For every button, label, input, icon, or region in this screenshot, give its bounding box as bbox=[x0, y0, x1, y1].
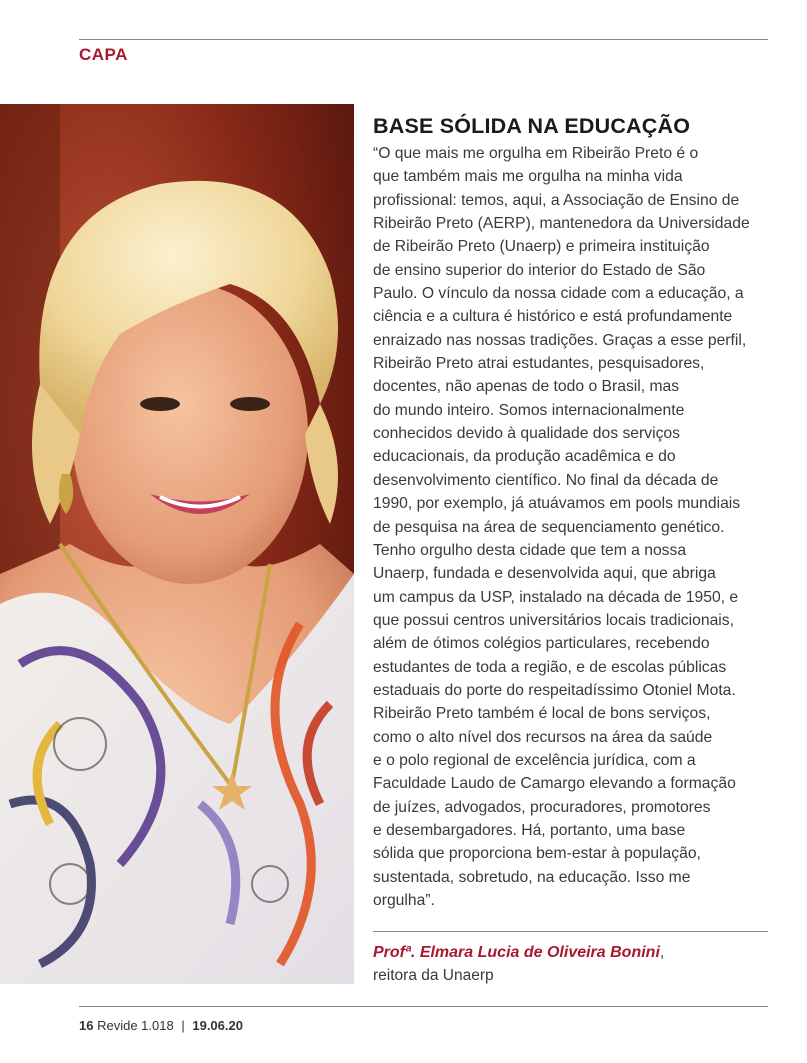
page-footer bbox=[79, 1018, 243, 1033]
body-line: profissional: temos, aqui, a Associação de Ensino de bbox=[373, 191, 740, 209]
body-line: Faculdade Laudo de Camargo elevando a formação bbox=[373, 775, 736, 793]
body-line: que também mais me orgulha na minha vida bbox=[373, 168, 683, 186]
body-line: Unaerp, fundada e desenvolvida aqui, que abriga bbox=[373, 565, 716, 583]
body-line: do mundo inteiro. Somos internacionalmente bbox=[373, 401, 685, 419]
body-line: Ribeirão Preto atrai estudantes, pesquisadores, bbox=[373, 355, 705, 373]
body-line: que possui centros universitários locais tradicionais, bbox=[373, 611, 734, 629]
body-line: estaduais do porte do respeitadíssimo Otoniel Mota. bbox=[373, 681, 736, 699]
article-title: BASE SÓLIDA NA EDUCAÇÃO bbox=[373, 114, 691, 138]
body-line: educacionais, da produção acadêmica e do bbox=[373, 448, 676, 466]
body-line: enraizado nas nossas tradições. Graças a esse perfil, bbox=[373, 331, 747, 349]
body-line: estudantes de toda a região, e de escolas públicas bbox=[373, 658, 727, 676]
body-line: e o polo regional de excelência jurídica, com a bbox=[373, 751, 696, 769]
body-line: além de ótimos colégios particulares, recebendo bbox=[373, 635, 710, 653]
body-line: de ensino superior do interior do Estado de São bbox=[373, 261, 706, 279]
body-line: de juízes, advogados, procuradores, promotores bbox=[373, 798, 711, 816]
portrait-photo bbox=[0, 104, 354, 984]
top-rule bbox=[79, 39, 768, 40]
body-line: um campus da USP, instalado na década de 1950, e bbox=[373, 588, 739, 606]
body-line: como o alto nível dos recursos na área da saúde bbox=[373, 728, 713, 746]
signature-comma: , bbox=[659, 944, 665, 961]
issue-date: 19.06.20 bbox=[192, 1018, 243, 1033]
body-line: sólida que proporciona bem-estar à população, bbox=[373, 845, 701, 863]
signature-name-text: Profª. Elmara Lucia de Oliveira Bonini bbox=[373, 944, 660, 961]
body-line: de pesquisa na área de sequenciamento genético. bbox=[373, 518, 725, 536]
body-line: desenvolvimento científico. No final da década de bbox=[373, 471, 719, 489]
section-label: CAPA bbox=[79, 45, 128, 64]
footer-separator: | bbox=[181, 1018, 185, 1033]
magazine-issue: Revide 1.018 bbox=[97, 1018, 174, 1033]
body-line: “O que mais me orgulha em Ribeirão Preto é o bbox=[373, 145, 699, 162]
body-line: Ribeirão Preto também é local de bons serviços, bbox=[373, 705, 711, 723]
signature-role: reitora da Unaerp bbox=[373, 967, 494, 984]
body-line: orgulha”. bbox=[373, 892, 435, 909]
body-line: ciência e a cultura é histórico e está profundamente bbox=[373, 308, 733, 326]
body-line: Ribeirão Preto (AERP), mantenedora da Universidade bbox=[373, 215, 750, 233]
body-line: conhecidos devido à qualidade dos serviços bbox=[373, 425, 680, 443]
body-line: Tenho orgulho desta cidade que tem a nossa bbox=[373, 541, 687, 559]
article-body bbox=[373, 142, 773, 912]
page-number: 16 bbox=[79, 1018, 94, 1033]
body-line: e desembargadores. Há, portanto, uma base bbox=[373, 821, 686, 839]
signature-name bbox=[373, 944, 664, 962]
bottom-rule bbox=[79, 1006, 768, 1007]
body-line: Paulo. O vínculo da nossa cidade com a educação, a bbox=[373, 285, 744, 303]
body-line: de Ribeirão Preto (Unaerp) e primeira instituição bbox=[373, 238, 710, 256]
body-line: sustentada, sobretudo, na educação. Isso me bbox=[373, 868, 691, 886]
signature-rule bbox=[373, 931, 768, 932]
body-line: 1990, por exemplo, já atuávamos em pools mundiais bbox=[373, 495, 741, 513]
body-line: docentes, não apenas de todo o Brasil, mas bbox=[373, 378, 680, 396]
